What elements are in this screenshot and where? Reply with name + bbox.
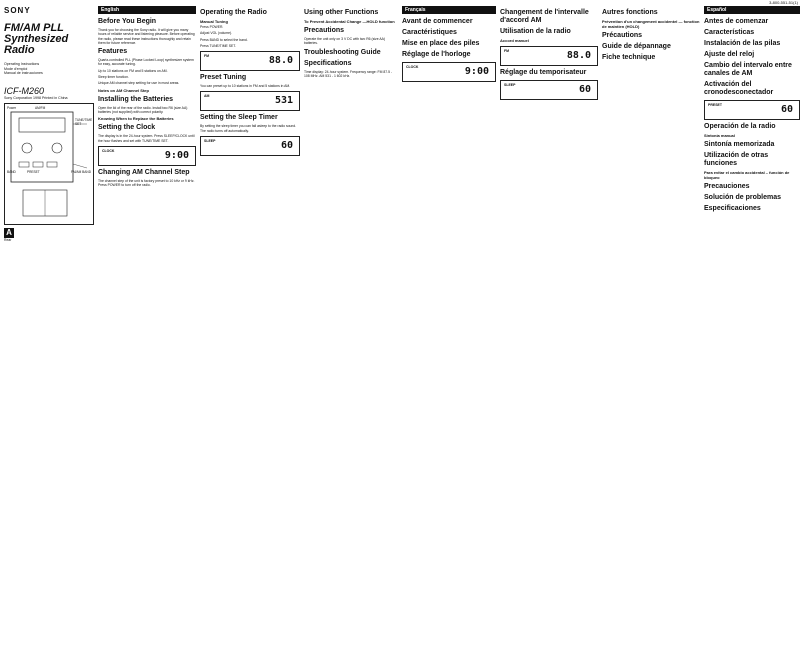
lcd-preset-es [704,100,800,120]
before-heading: Before You Begin [98,18,157,25]
changing-heading: Changing AM Channel Step [98,168,190,176]
es-activacion-heading: Activación del cronodesconectador [704,81,774,96]
specs-heading: Specifications [304,59,352,67]
fr-avant-heading: Avant de commencer [402,18,473,25]
manual-line-en: Operating Instructions [4,62,40,66]
lcd-value: 531 [274,95,293,107]
sleep-text: By setting the sleep timer you can fall asleep to the radio sound. The radio turns off automatically. [200,124,297,133]
feature-item: Sleep timer function. [98,75,129,80]
lcd-tag: SLEEP [504,83,516,87]
operating-step: Press TUNE/TIME SET. [200,43,236,48]
before-text: Thank you for choosing the Sony radio. It will give you many hours of reliable service and listening pleasure. Before operating the radio, please read these instructions thoroughly and retain them for future reference. [98,28,195,45]
label-band: BAND [7,170,16,175]
title-line-2: Radio [4,44,35,56]
features-heading: Features [98,48,128,56]
precautions-text: Operate the unit only on 3 V DC with two R6 (size AA) batteries. [304,37,386,46]
label-power: Power [7,106,17,111]
lcd-value: 9:00 [164,149,189,161]
es-solucion-heading: Solución de problemas [704,194,782,201]
preset-heading: Preset Tuning [200,74,247,82]
notes-heading: Notes on AM Channel Step [98,87,149,93]
lcd-fm-fr [500,46,598,66]
specs-text: Time display: 24-hour system. Frequency range: FM 87.5 - 108 MHz. AM 531 - 1 602 kHz. [304,69,393,78]
lcd-am [200,91,300,111]
manual-line-fr: Mode d'emploi [4,66,28,71]
fr-piles-heading: Mise en place des piles [402,40,480,47]
fr-fiche-heading: Fiche technique [602,54,656,61]
operating-step: Press POWER. [200,25,224,29]
copyright: Sony Corporation 1998 Printed in China [4,95,68,100]
replace-heading: Knowing When to Replace the Batteries [98,116,174,122]
lcd-tag: FM [504,49,510,53]
lcd-tag: CLOCK [102,148,115,153]
fr-utilisation-heading: Utilisation de la radio [500,28,571,35]
french-column-2 [500,6,598,656]
feature-item: Quartz-controlled PLL (Phase Locked Loop) synthesizer system for easy, accurate tuning. [98,58,194,67]
lcd-value: 60 [780,104,793,115]
lcd-tag: PRESET [708,103,723,107]
callout-band: FM/AM BAND [71,170,92,175]
lcd-value: 88.0 [268,55,293,67]
lcd-value: 60 [578,84,591,95]
clock-text: The display is in the 24-hour system. Press SLEEP/CLOCK until the hour flashes and set with TUNE/TIME SET. [98,134,195,143]
feature-item: Up to 10 stations on FM and 5 stations on AM. [98,68,168,73]
fr-guide-heading: Guide de dépannage [602,43,671,50]
es-precauciones-heading: Precauciones [704,183,750,190]
lcd-sleep [200,136,300,156]
model-code: 3-800-551-51(1) [769,0,798,5]
es-reloj-heading: Ajuste del reloj [704,51,755,58]
fr-carac-heading: Caractéristiques [402,29,457,36]
es-bloqueo-heading: Para evitar el cambio accidental – función de bloqueo [704,170,790,180]
operating-heading: Operating the Radio [200,9,267,16]
clock-heading: Setting the Clock [98,124,156,132]
lcd-clock [98,146,196,166]
section-tab-a: A [4,228,14,238]
lcd-clock-fr [402,62,496,82]
title-line-1: FM/AM PLL Synthesized [4,22,69,45]
es-otras-heading: Utilización de otras funciones [704,152,769,167]
lcd-sleep-fr [500,80,598,100]
fr-temporisateur-heading: Réglage du temporisateur [500,69,587,76]
operating-step: Adjust VOL (volume). [200,31,233,36]
other-heading: Using other Functions [304,9,379,16]
lcd-value: 60 [280,140,293,152]
model-number: ICF-M260 [4,85,45,96]
es-memorizada-heading: Sintonía memorizada [704,141,775,148]
spanish-column [704,6,800,656]
fr-horloge-heading: Réglage de l'horloge [402,51,471,58]
es-carac-heading: Características [704,29,755,36]
operating-step: Press BAND to select the band. [200,37,248,42]
es-operacion-heading: Operación de la radio [704,123,776,130]
changing-text: The channel step of the unit is factory preset to 10 kHz or 9 kHz. Press POWER to turn off the radio. [98,178,195,188]
precautions-heading: Precautions [304,27,345,34]
es-pilas-heading: Instalación de las pilas [704,40,781,47]
english-column-1 [98,6,196,656]
lcd-value: 9:00 [464,66,489,77]
es-especificaciones-heading: Especificaciones [704,205,761,212]
manual-list [4,62,94,76]
lcd-tag: SLEEP [204,139,216,144]
hold-heading: To Prevent Accidental Change —HOLD function [304,19,395,24]
fr-autres-heading: Autres fonctions [602,9,658,16]
french-column-3 [602,6,700,656]
lcd-tag: AM [204,94,210,99]
sleep-heading: Setting the Sleep Timer [200,114,278,122]
fr-prevention-heading: Prévention d'un changement accidentel — fonction de maintien (HOLD) [602,19,700,29]
label-preset: PRESET [27,170,40,175]
lcd-tag: FM [204,54,210,59]
label-am-fm: AM/FM [35,106,46,111]
es-sintonia-heading: Sintonía manual [704,133,735,138]
language-bar-french: Français [402,6,496,14]
callout-tune: TUNE/TIME SET [75,118,93,127]
fr-accord-heading: Accord manuel [500,38,529,43]
brand-logo: SONY [4,6,31,15]
cover-column [4,6,94,656]
lcd-tag: CLOCK [406,65,419,69]
installing-text: Open the lid of the rear of the radio. Install two R6 (size AA) batteries (not supplied) with correct polarity. [98,105,188,114]
preset-text: You can preset up to 10 stations in FM and 5 stations in AM. [200,84,291,89]
trouble-heading: Troubleshooting Guide [304,48,381,56]
fr-precautions-heading: Précautions [602,32,643,39]
lcd-value: 88.0 [566,50,591,61]
language-bar-english: English [98,6,196,14]
es-antes-heading: Antes de comenzar [704,18,769,25]
lcd-fm [200,51,300,71]
es-cambio-heading: Cambio del intervalo entre canales de AM [704,62,792,77]
document-title [4,23,94,56]
installing-heading: Installing the Batteries [98,95,174,103]
rear-caption: Rear [4,238,12,243]
manual-line-es: Manual de instrucciones [4,71,43,76]
fr-intervalle-heading: Changement de l'intervalle d'accord AM [500,9,589,24]
french-column-1 [402,6,496,656]
language-bar-spanish: Español [704,6,800,14]
radio-illustration [4,103,94,225]
english-column-2 [200,6,300,656]
manual-tuning-heading: Manual Tuning [200,19,228,24]
english-column-3 [304,6,398,656]
feature-item: Unique AM channel step setting for use in most areas. [98,81,180,86]
